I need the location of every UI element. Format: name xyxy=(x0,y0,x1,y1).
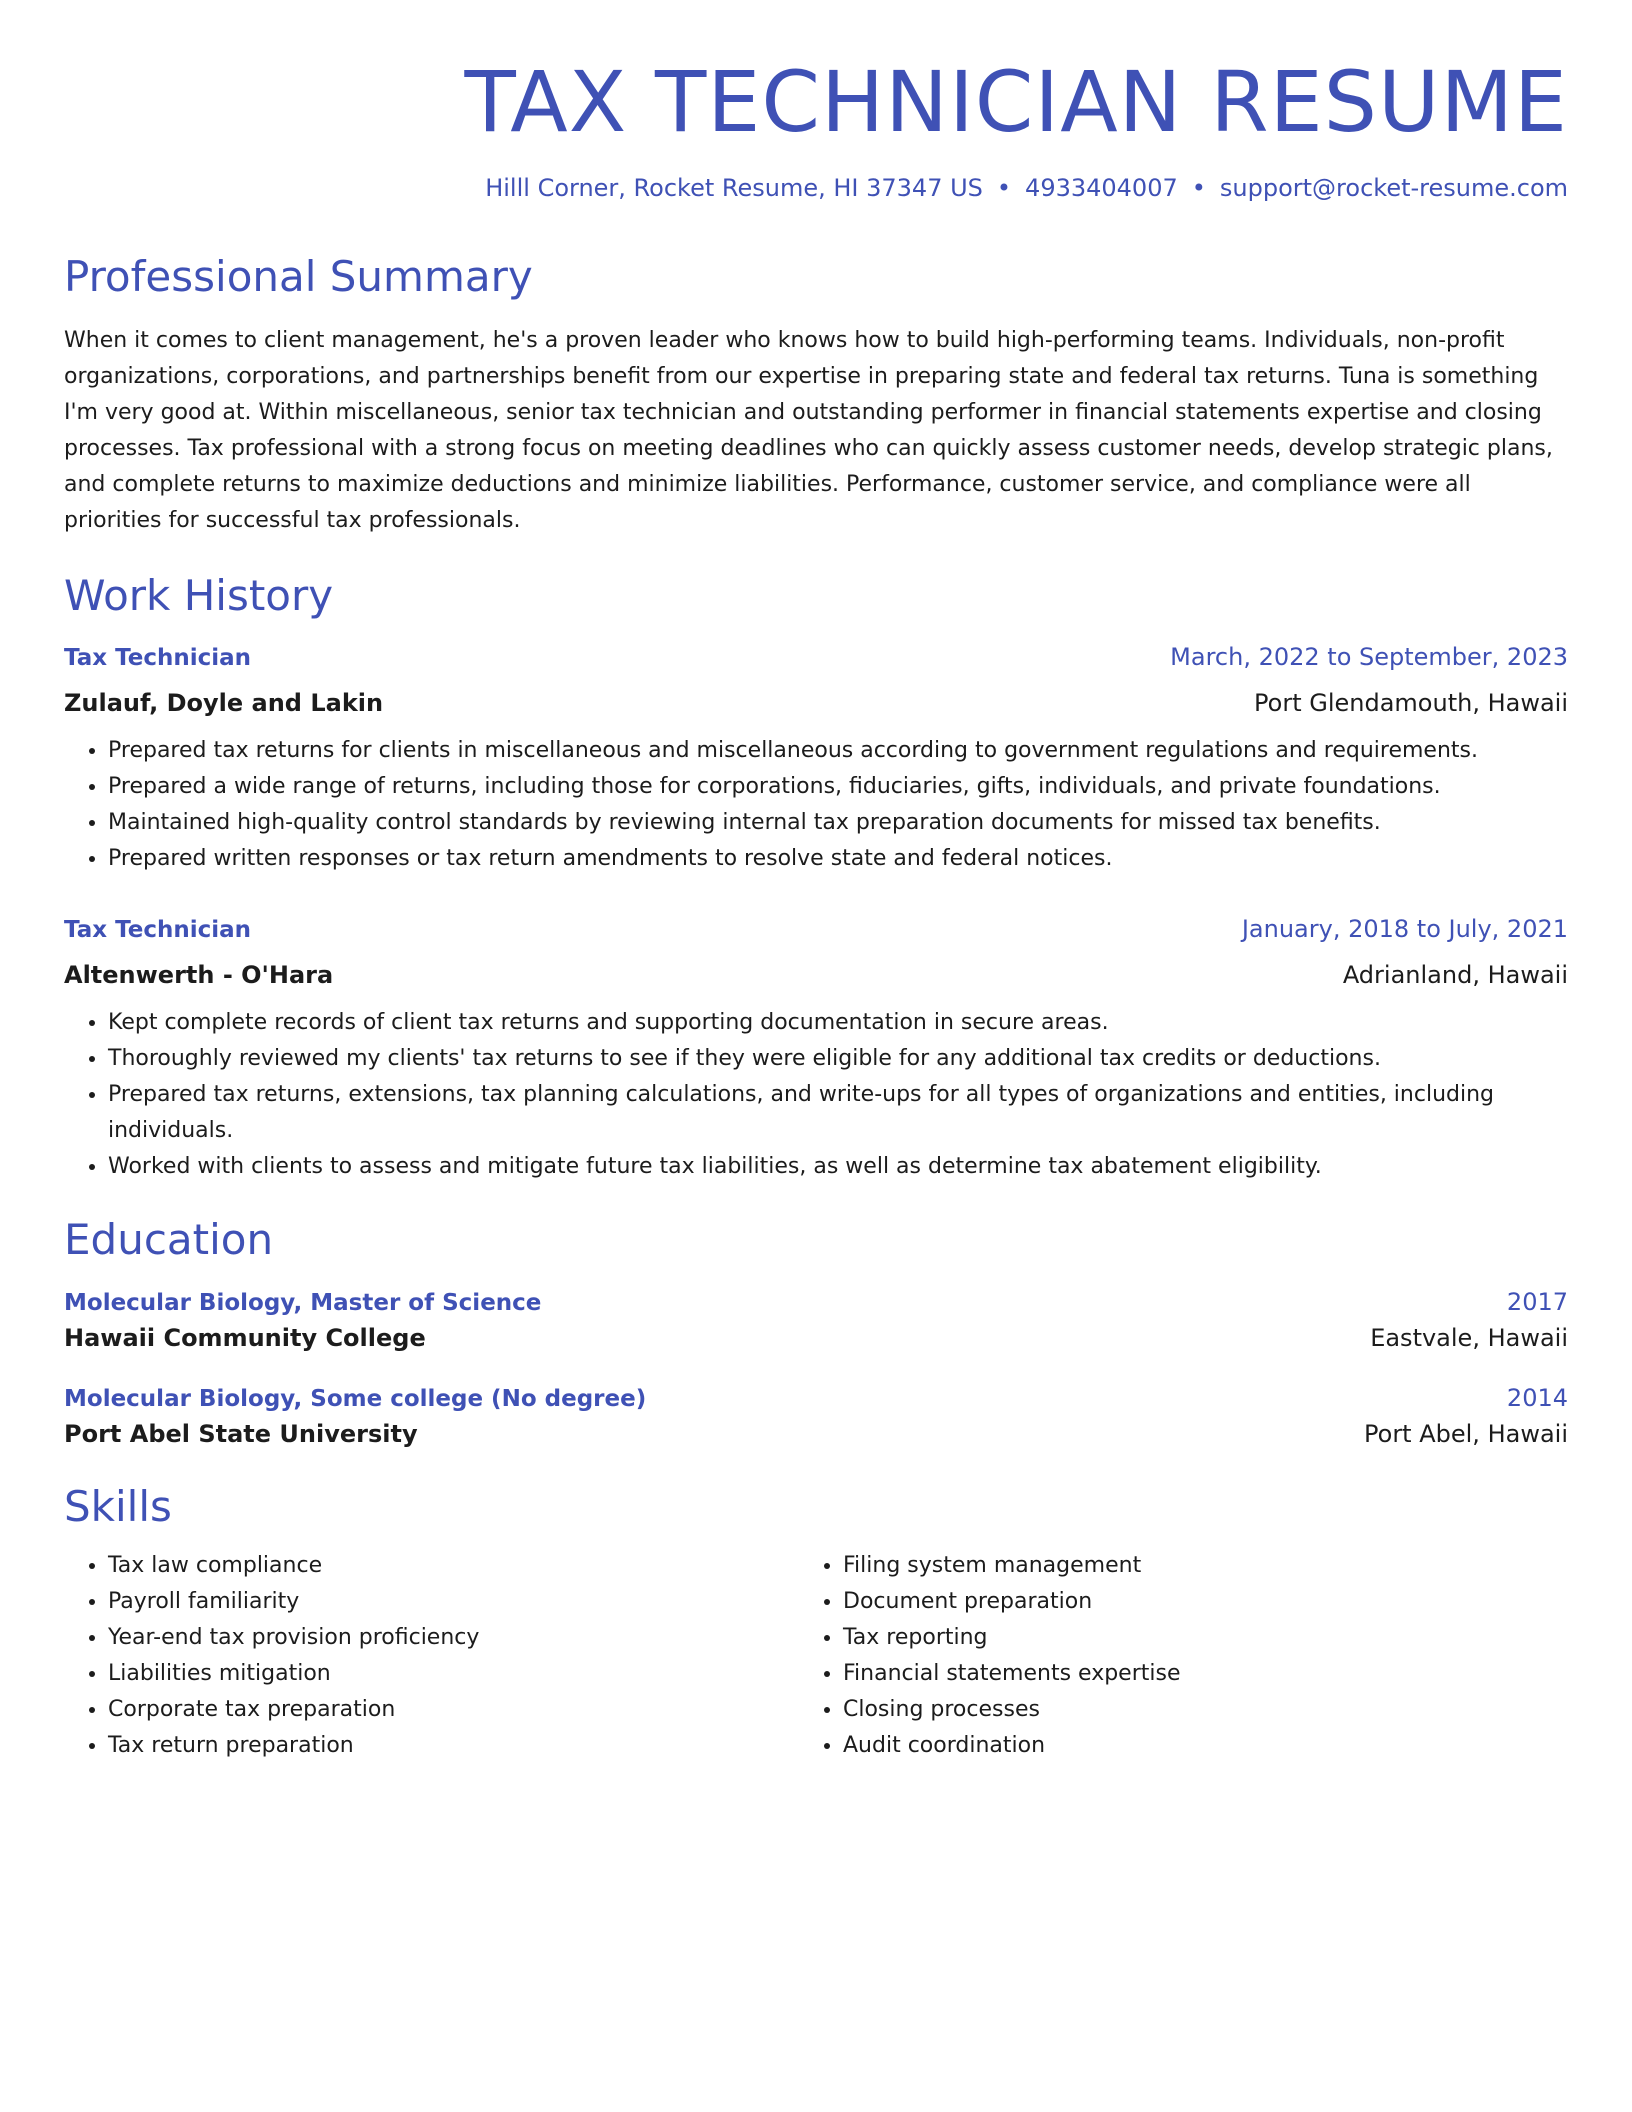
job-role: Tax Technician xyxy=(64,917,251,944)
skills-list xyxy=(64,1548,1568,1764)
education-degree: Molecular Biology, Some college (No degree) xyxy=(64,1385,647,1412)
education-location: Port Abel, Hawaii xyxy=(1364,1419,1568,1448)
job-bullet: • Prepared tax returns for clients in miscellaneous and miscellaneous according to government regulations and requirements. xyxy=(108,733,1568,769)
job-role: Tax Technician xyxy=(64,645,251,672)
contact-address: Hilll Corner, Rocket Resume, HI 37347 US xyxy=(485,174,983,203)
job-dates: March, 2022 to September, 2023 xyxy=(1170,643,1568,672)
skill-item: • Corporate tax preparation xyxy=(108,1692,799,1728)
skill-item: • Year-end tax provision proficiency xyxy=(108,1620,799,1656)
skill-item: • Audit coordination xyxy=(843,1728,1534,1764)
job-company: Altenwerth - O'Hara xyxy=(64,961,334,990)
resume-title: TAX TECHNICIAN RESUME xyxy=(464,53,1568,151)
skill-item: • Financial statements expertise xyxy=(843,1656,1534,1692)
skill-item: • Closing processes xyxy=(843,1692,1534,1728)
job-location: Adrianland, Hawaii xyxy=(1342,961,1568,990)
summary-heading: Professional Summary xyxy=(64,252,533,302)
job-entry xyxy=(64,643,1568,877)
skills-column-left xyxy=(64,1548,799,1764)
education-heading: Education xyxy=(64,1215,274,1265)
skill-item: • Tax return preparation xyxy=(108,1728,799,1764)
job-bullet: • Maintained high-quality control standards by reviewing internal tax preparation documents for missed tax benefits. xyxy=(108,805,1568,841)
education-entry xyxy=(64,1384,1568,1448)
job-entry xyxy=(64,915,1568,1185)
job-location: Port Glendamouth, Hawaii xyxy=(1254,689,1568,718)
job-bullets xyxy=(64,1005,1568,1185)
education-location: Eastvale, Hawaii xyxy=(1370,1323,1568,1352)
job-dates: January, 2018 to July, 2021 xyxy=(1241,915,1568,944)
skills-heading: Skills xyxy=(64,1481,172,1531)
contact-separator: • xyxy=(996,174,1012,203)
job-bullet: • Thoroughly reviewed my clients' tax returns to see if they were eligible for any additional tax credits or deductions. xyxy=(108,1041,1568,1077)
job-bullet: • Prepared written responses or tax return amendments to resolve state and federal notices. xyxy=(108,841,1568,877)
job-bullet: • Kept complete records of client tax returns and supporting documentation in secure areas. xyxy=(108,1005,1568,1041)
skill-item: • Liabilities mitigation xyxy=(108,1656,799,1692)
job-bullets xyxy=(64,733,1568,877)
education-school: Port Abel State University xyxy=(64,1419,418,1448)
skill-item: • Payroll familiarity xyxy=(108,1584,799,1620)
education-entry xyxy=(64,1288,1568,1352)
skills-column-right xyxy=(799,1548,1534,1764)
skill-item: • Tax reporting xyxy=(843,1620,1534,1656)
contact-phone: 4933404007 xyxy=(1025,174,1178,203)
job-company: Zulauf, Doyle and Lakin xyxy=(64,689,384,718)
contact-separator: • xyxy=(1191,174,1206,203)
job-bullet: • Prepared tax returns, extensions, tax planning calculations, and write-ups for all types of organizations and entities, including individuals. xyxy=(108,1077,1568,1149)
summary-text: When it comes to client management, he's a proven leader who knows how to build high-performing teams. Individuals, non-profit organizations, corporations, and partnerships benefit from our expertise in preparing state and federal tax returns. Tuna is something I'm very good at. Within miscellaneous, senior tax technician and outstanding performer in financial statements expertise and closing processes. Tax professional with a strong focus on meeting deadlines who can quickly assess customer needs, develop strategic plans, and complete returns to maximize deductions and minimize liabilities. Performance, customer service, and compliance were all priorities for successful tax professionals. xyxy=(64,327,1553,533)
education-school: Hawaii Community College xyxy=(64,1323,426,1352)
education-degree: Molecular Biology, Master of Science xyxy=(64,1289,542,1316)
education-year: 2014 xyxy=(1506,1383,1568,1412)
contact-email: support@rocket-resume.com xyxy=(1219,174,1568,203)
skill-item: • Tax law compliance xyxy=(108,1548,799,1584)
job-bullet: • Worked with clients to assess and mitigate future tax liabilities, as well as determine tax abatement eligibility. xyxy=(108,1149,1568,1185)
job-bullet: • Prepared a wide range of returns, including those for corporations, fiduciaries, gifts, individuals, and private foundations. xyxy=(108,769,1568,805)
education-year: 2017 xyxy=(1506,1287,1568,1316)
contact-line xyxy=(64,174,1568,202)
skill-item: • Filing system management xyxy=(843,1548,1534,1584)
resume-header xyxy=(64,53,1568,203)
skill-item: • Document preparation xyxy=(843,1584,1534,1620)
work-history-heading: Work History xyxy=(64,570,334,620)
